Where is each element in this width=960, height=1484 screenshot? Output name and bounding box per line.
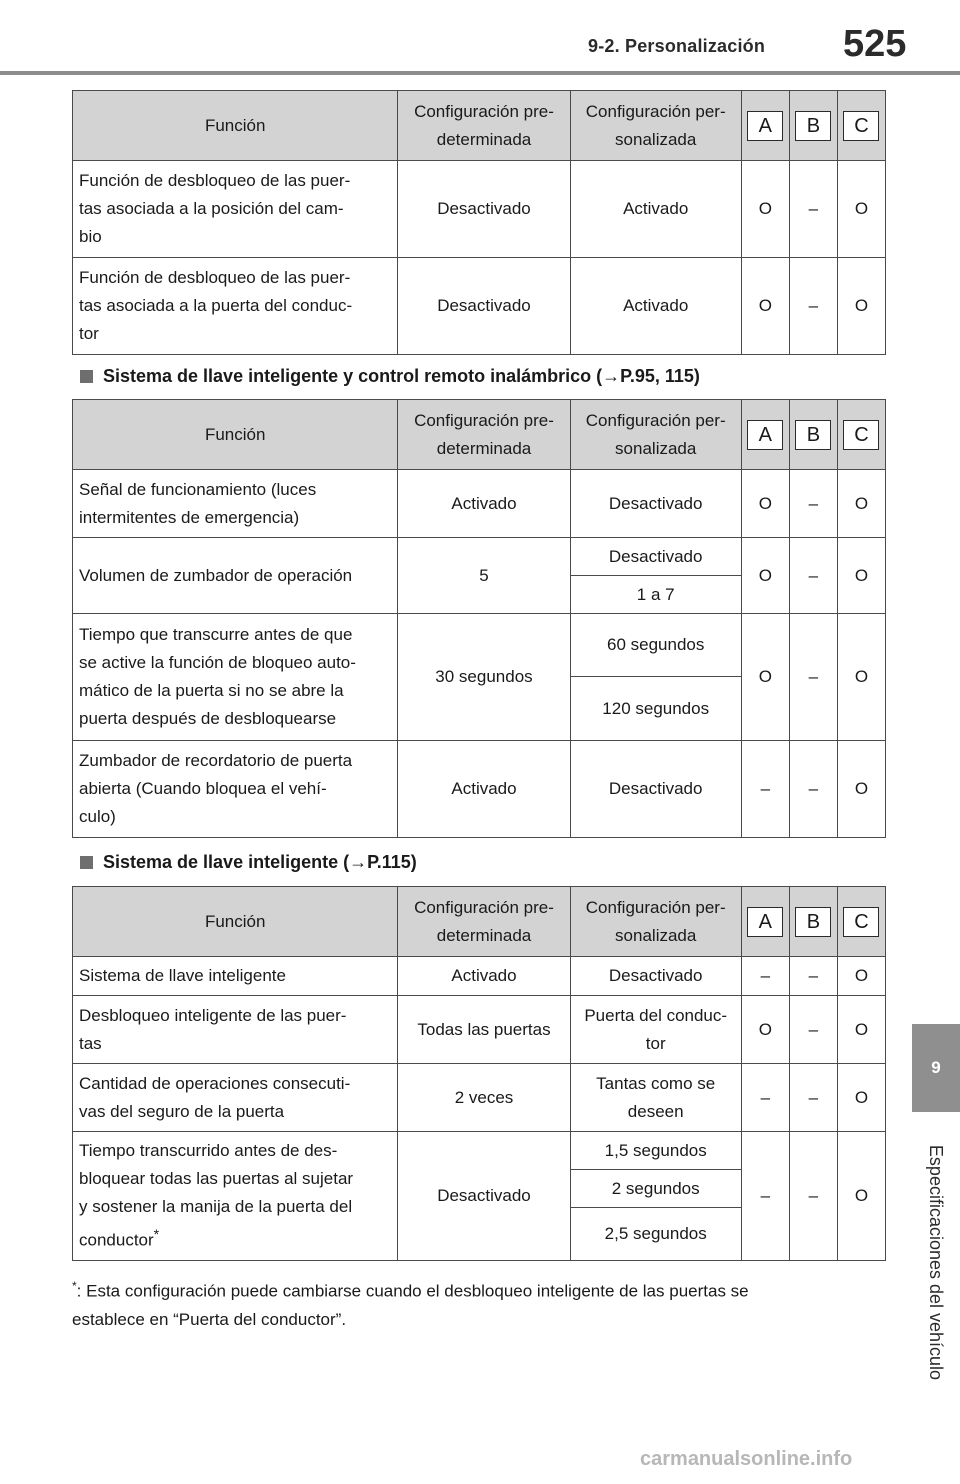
c-cell: O (837, 957, 885, 996)
custom-cell: 2 segundos (570, 1170, 741, 1208)
function-text: Tiempo transcurrido antes de des- bloquear todas las puertas al sujetar y sostener la manija de la puerta del conductor (79, 1141, 354, 1250)
custom-cell: Desactivado (570, 741, 741, 838)
col-b-badge: B (795, 111, 831, 141)
page-number: 525 (843, 23, 907, 65)
bullet-square-icon (80, 370, 93, 383)
default-cell: 30 segundos (398, 614, 570, 741)
table-row (73, 741, 886, 838)
col-header-funcion: Función (73, 400, 398, 470)
b-cell: – (789, 996, 837, 1064)
col-b-badge: B (795, 420, 831, 450)
col-header-default: Configuración pre- determinada (398, 887, 570, 957)
a-cell: – (741, 1064, 789, 1132)
b-cell: – (789, 1064, 837, 1132)
function-cell: Función de desbloqueo de las puer- tas asociada a la puerta del conduc- tor (73, 258, 398, 355)
function-cell: Sistema de llave inteligente (73, 957, 398, 996)
function-cell: Volumen de zumbador de operación (73, 538, 398, 614)
col-b-badge: B (795, 907, 831, 937)
footnote-mark: * (153, 1227, 160, 1244)
section-heading-smart-key-remote (80, 366, 700, 387)
col-header-c (837, 91, 885, 161)
default-cell: 2 veces (398, 1064, 570, 1132)
custom-cell: Tantas como se deseen (570, 1064, 741, 1132)
custom-cell: Desactivado (570, 957, 741, 996)
custom-cell: 2,5 segundos (570, 1208, 741, 1261)
col-header-custom: Configuración per- sonalizada (570, 91, 741, 161)
col-a-badge: A (747, 907, 783, 937)
c-cell: O (837, 996, 885, 1064)
table-row (73, 614, 886, 677)
custom-cell: 120 segundos (570, 677, 741, 741)
footnote-text: : Esta configuración puede cambiarse cuando el desbloqueo inteligente de las puertas se establece en “Puerta del conductor”. (72, 1281, 749, 1329)
table-row (73, 1132, 886, 1170)
default-cell: Activado (398, 957, 570, 996)
custom-cell: 1,5 segundos (570, 1132, 741, 1170)
c-cell: O (837, 1132, 885, 1261)
col-header-a (741, 400, 789, 470)
header-divider (0, 71, 960, 75)
col-a-badge: A (747, 420, 783, 450)
col-header-c (837, 887, 885, 957)
c-cell: O (837, 258, 885, 355)
b-cell: – (789, 258, 837, 355)
b-cell: – (789, 741, 837, 838)
a-cell: – (741, 957, 789, 996)
function-cell: Zumbador de recordatorio de puerta abierta (Cuando bloquea el vehí- culo) (73, 741, 398, 838)
chapter-label (914, 1124, 958, 1400)
table-row (73, 996, 886, 1064)
b-cell: – (789, 538, 837, 614)
a-cell: – (741, 1132, 789, 1261)
custom-cell: Desactivado (570, 538, 741, 576)
a-cell: – (741, 741, 789, 838)
col-header-c (837, 400, 885, 470)
table-row (73, 470, 886, 538)
a-cell: O (741, 470, 789, 538)
custom-cell: Desactivado (570, 470, 741, 538)
b-cell: – (789, 614, 837, 741)
col-header-custom: Configuración per- sonalizada (570, 887, 741, 957)
table-row (73, 161, 886, 258)
function-cell: Función de desbloqueo de las puer- tas asociada a la posición del cam- bio (73, 161, 398, 258)
col-header-default: Configuración pre- determinada (398, 400, 570, 470)
custom-cell: 60 segundos (570, 614, 741, 677)
footnote (72, 1272, 882, 1334)
col-header-default: Configuración pre- determinada (398, 91, 570, 161)
a-cell: O (741, 996, 789, 1064)
default-cell: Activado (398, 470, 570, 538)
section-heading-text: Sistema de llave inteligente (→P.115) (103, 852, 417, 872)
table-row (73, 538, 886, 576)
col-c-badge: C (843, 420, 879, 450)
col-header-b (789, 91, 837, 161)
function-cell: Señal de funcionamiento (luces intermitentes de emergencia) (73, 470, 398, 538)
table-row (73, 258, 886, 355)
default-cell: Desactivado (398, 1132, 570, 1261)
c-cell: O (837, 161, 885, 258)
default-cell: Todas las puertas (398, 996, 570, 1064)
default-cell: Desactivado (398, 258, 570, 355)
custom-cell: Puerta del conduc- tor (570, 996, 741, 1064)
section-heading-smart-key (80, 852, 417, 873)
b-cell: – (789, 470, 837, 538)
c-cell: O (837, 614, 885, 741)
table-door-unlock (72, 90, 886, 355)
watermark: carmanualsonline.info (640, 1448, 853, 1470)
chapter-label-text: Especificaciones del vehículo (926, 1144, 947, 1380)
col-c-badge: C (843, 111, 879, 141)
col-header-custom: Configuración per- sonalizada (570, 400, 741, 470)
b-cell: – (789, 161, 837, 258)
a-cell: O (741, 538, 789, 614)
table-row (73, 1064, 886, 1132)
chapter-tab: 9 (912, 1024, 960, 1112)
a-cell: O (741, 161, 789, 258)
col-header-b (789, 887, 837, 957)
b-cell: – (789, 957, 837, 996)
function-cell (73, 1132, 398, 1261)
custom-cell: Activado (570, 161, 741, 258)
default-cell: Activado (398, 741, 570, 838)
b-cell: – (789, 1132, 837, 1261)
default-cell: 5 (398, 538, 570, 614)
default-cell: Desactivado (398, 161, 570, 258)
c-cell: O (837, 538, 885, 614)
col-header-a (741, 91, 789, 161)
col-header-funcion: Función (73, 91, 398, 161)
c-cell: O (837, 470, 885, 538)
col-a-badge: A (747, 111, 783, 141)
table-row (73, 957, 886, 996)
col-header-b (789, 400, 837, 470)
bullet-square-icon (80, 856, 93, 869)
function-cell: Desbloqueo inteligente de las puer- tas (73, 996, 398, 1064)
function-cell: Cantidad de operaciones consecuti- vas del seguro de la puerta (73, 1064, 398, 1132)
custom-cell: Activado (570, 258, 741, 355)
table-smart-key (72, 886, 886, 1261)
function-cell: Tiempo que transcurre antes de que se active la función de bloqueo auto- mático de la puerta si no se abre la puerta después de desbloquearse (73, 614, 398, 741)
table-smart-key-remote (72, 399, 886, 838)
c-cell: O (837, 741, 885, 838)
footnote-star: * (72, 1279, 77, 1293)
section-title: 9-2. Personalización (588, 36, 766, 56)
col-c-badge: C (843, 907, 879, 937)
col-header-a (741, 887, 789, 957)
section-heading-text: Sistema de llave inteligente y control remoto inalámbrico (→P.95, 115) (103, 366, 700, 386)
a-cell: O (741, 614, 789, 741)
custom-cell: 1 a 7 (570, 576, 741, 614)
c-cell: O (837, 1064, 885, 1132)
col-header-funcion: Función (73, 887, 398, 957)
a-cell: O (741, 258, 789, 355)
